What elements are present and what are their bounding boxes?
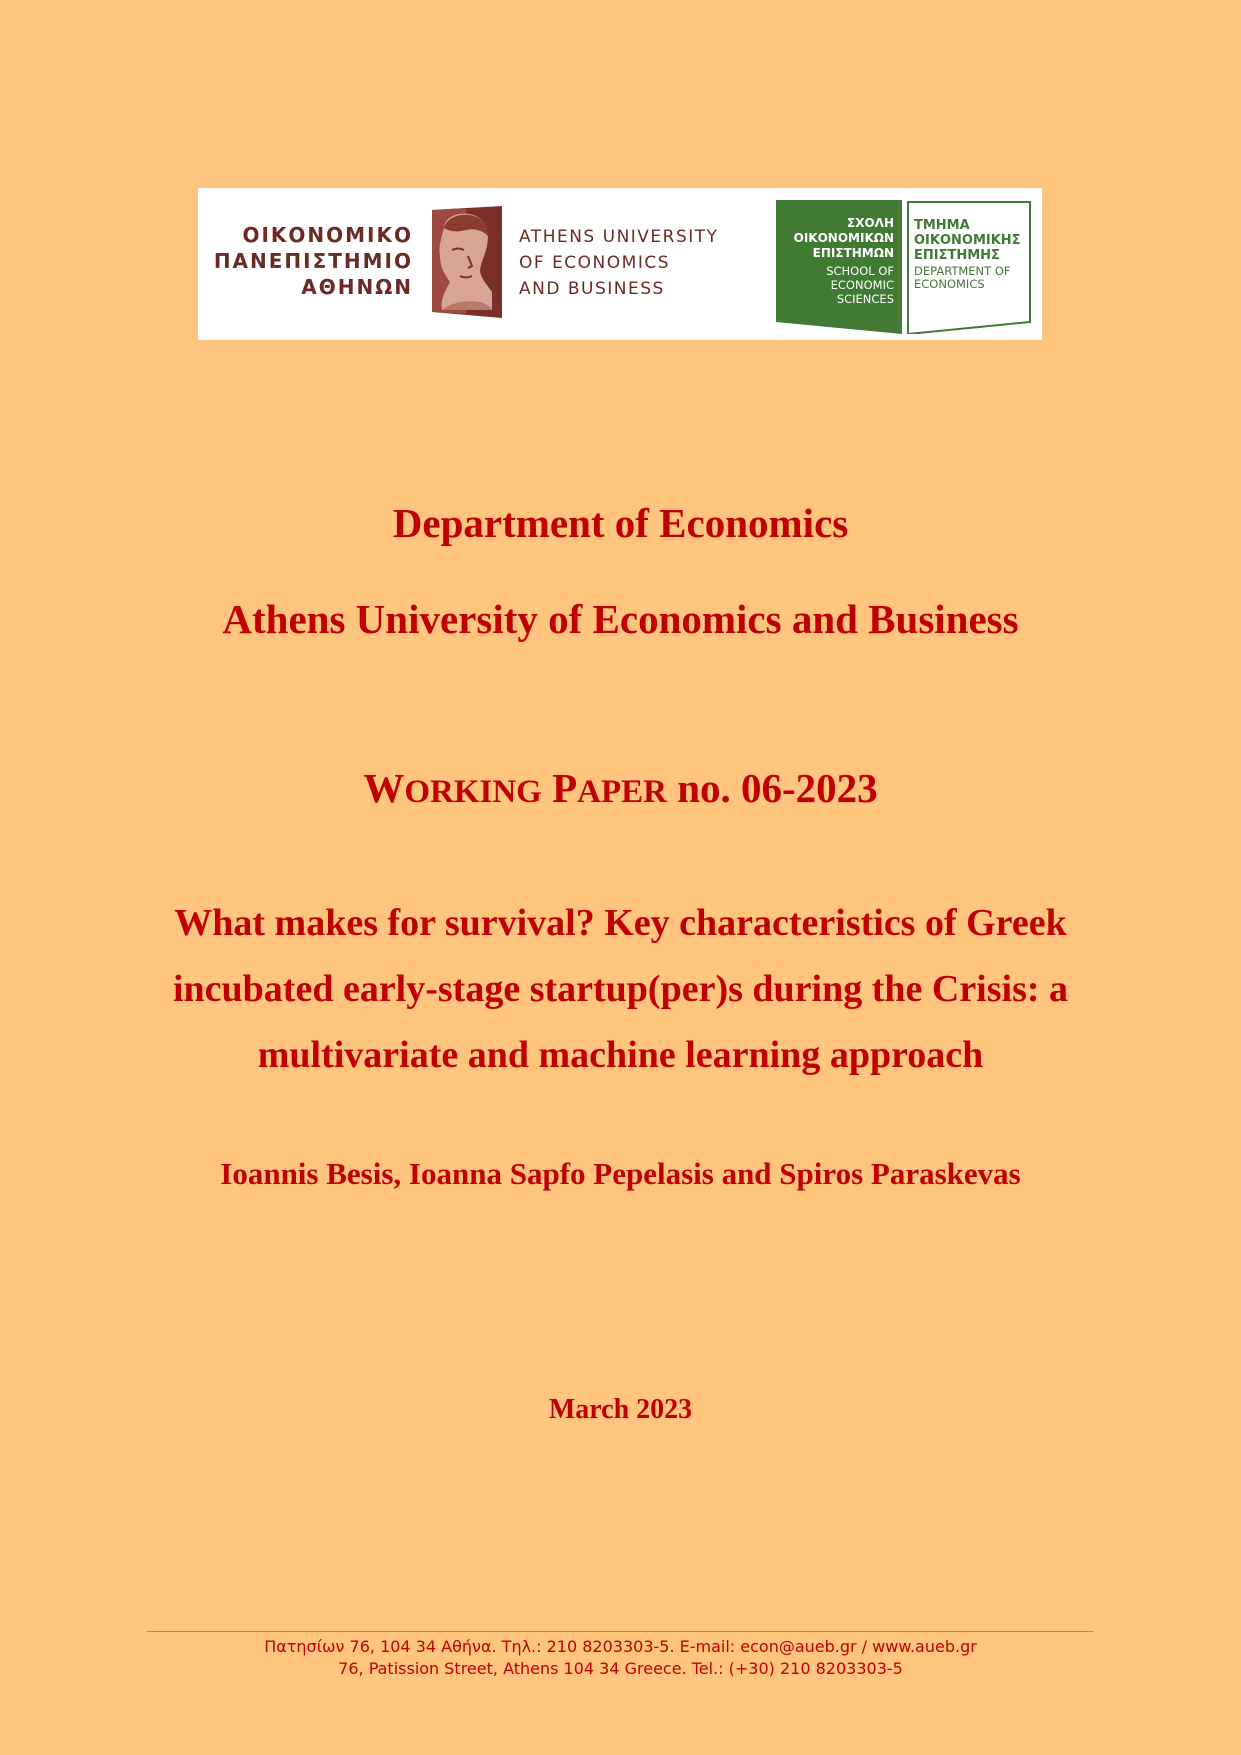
footer-address-greek: Πατησίων 76, 104 34 Αθήνα. Τηλ.: 210 8203303-5. E-mail: econ@aueb.gr / www.aueb.gr [264, 1637, 977, 1656]
school-english-line: SCHOOL OF [826, 264, 894, 278]
title-line: What makes for survival? Key characteristics of Greek [174, 902, 1067, 944]
title-line: incubated early-stage startup(per)s during the Crisis: a [172, 968, 1069, 1010]
school-greek-line: ΕΠΙΣΤΗΜΩΝ [812, 246, 894, 260]
working-paper-heading [0, 763, 1241, 817]
school-english-line: SCIENCES [836, 292, 894, 306]
school-english-line: ECONOMIC [830, 278, 894, 292]
school-greek-line: ΣΧΟΛΗ [847, 216, 894, 230]
department-heading: Department of Economics [392, 500, 849, 546]
english-name-line: ATHENS UNIVERSITY [519, 227, 719, 247]
paper-authors: Ioannis Besis, Ioanna Sapfo Pepelasis and Spiros Paraskevas [220, 1156, 1021, 1191]
greek-name-line: ΑΘΗΝΩΝ [301, 275, 413, 299]
greek-name-line: ΟΙΚΟΝΟΜΙΚΟ [242, 223, 413, 247]
university-english-name [519, 224, 719, 302]
school-greek-line: ΟΙΚΟΝΟΜΙΚΩΝ [793, 231, 894, 245]
english-name-line: OF ECONOMICS [519, 253, 670, 273]
title-line: multivariate and machine learning approach [257, 1034, 984, 1076]
english-name-line: AND BUSINESS [519, 279, 665, 299]
school-of-economic-sciences-logo [776, 200, 902, 334]
dept-greek-line: ΤΜΗΜΑ [914, 218, 970, 233]
university-greek-name [198, 222, 413, 300]
greek-name-line: ΠΑΝΕΠΙΣΤΗΜΙΟ [213, 249, 413, 273]
working-paper-aper: APER [577, 774, 667, 810]
footer-address-english: 76, Patission Street, Athens 104 34 Greece. Tel.: (+30) 210 8203303-5 [338, 1659, 903, 1678]
university-heading: Athens University of Economics and Business [222, 596, 1019, 642]
dept-greek-line: ΟΙΚΟΝΟΜΙΚΗΣ [914, 233, 1021, 248]
working-paper-number: no. 06-2023 [677, 765, 878, 811]
working-paper-orking: ORKING [404, 774, 542, 810]
dept-english-line: DEPARTMENT OF [914, 264, 1011, 278]
dept-english-line: ECONOMICS [914, 277, 985, 291]
paper-title [150, 890, 1091, 1088]
hermes-bust-icon [422, 206, 506, 320]
department-of-economics-logo [906, 200, 1032, 334]
university-logo-banner [198, 188, 1042, 340]
working-paper-w: W [363, 765, 405, 811]
dept-greek-line: ΕΠΙΣΤΗΜΗΣ [914, 248, 1000, 263]
footer-divider [147, 1631, 1094, 1632]
working-paper-p: P [552, 765, 578, 811]
publication-date: March 2023 [548, 1394, 693, 1425]
